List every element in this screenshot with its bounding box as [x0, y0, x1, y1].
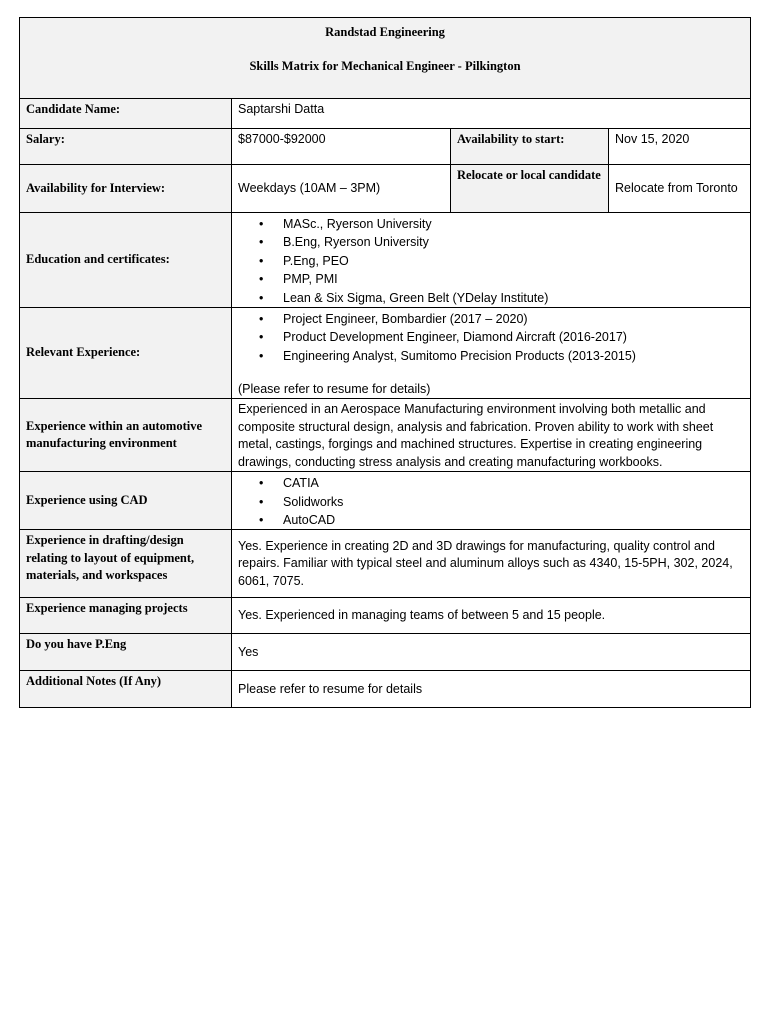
automotive-row	[20, 399, 751, 472]
interview-row	[20, 165, 751, 213]
education-label: Education and certificates:	[20, 213, 232, 308]
peng-value: Yes	[232, 634, 751, 671]
drafting-experience-value: Yes. Experience in creating 2D and 3D drawings for manufacturing, quality control and repairs. Familiar with typical steel and aluminum alloys such as 4340, 15-5PH, 302, 2024, 6061, 7075.	[232, 530, 751, 598]
relevant-experience-label: Relevant Experience:	[20, 308, 232, 399]
experience-list	[238, 310, 744, 365]
peng-row	[20, 634, 751, 671]
list-item: • Product Development Engineer, Diamond Aircraft (2016-2017)	[238, 328, 744, 346]
header-row	[20, 18, 751, 99]
relocate-value: Relocate from Toronto	[609, 165, 751, 213]
salary-value: $87000-$92000	[232, 129, 451, 165]
list-item: • Solidworks	[238, 493, 744, 511]
availability-start-label: Availability to start:	[451, 129, 609, 165]
drafting-experience-label: Experience in drafting/design relating to layout of equipment, materials, and workspaces	[20, 530, 232, 598]
candidate-row	[20, 99, 751, 129]
relevant-experience-value	[232, 308, 751, 399]
list-item: • PMP, PMI	[238, 270, 744, 288]
list-item: • MASc., Ryerson University	[238, 215, 744, 233]
additional-notes-value: Please refer to resume for details	[232, 671, 751, 708]
experience-note: (Please refer to resume for details)	[238, 382, 431, 397]
managing-experience-value: Yes. Experienced in managing teams of between 5 and 15 people.	[232, 598, 751, 634]
automotive-experience-label: Experience within an automotive manufacturing environment	[20, 399, 232, 472]
cad-experience-value	[232, 472, 751, 530]
experience-row	[20, 308, 751, 399]
education-list	[238, 215, 744, 307]
drafting-row	[20, 530, 751, 598]
cad-list	[238, 474, 744, 529]
salary-row	[20, 129, 751, 165]
cad-row	[20, 472, 751, 530]
list-item: • B.Eng, Ryerson University	[238, 233, 744, 251]
list-item: • CATIA	[238, 474, 744, 492]
list-item: • Project Engineer, Bombardier (2017 – 2020)	[238, 310, 744, 328]
peng-label: Do you have P.Eng	[20, 634, 232, 671]
list-item: • Lean & Six Sigma, Green Belt (YDelay Institute)	[238, 289, 744, 307]
header-cell	[20, 18, 751, 99]
interview-availability-label: Availability for Interview:	[20, 165, 232, 213]
candidate-name-label: Candidate Name:	[20, 99, 232, 129]
document-title: Skills Matrix for Mechanical Engineer - Pilkington	[249, 58, 521, 73]
managing-row	[20, 598, 751, 634]
company-name: Randstad Engineering	[325, 25, 445, 39]
managing-experience-label: Experience managing projects	[20, 598, 232, 634]
additional-notes-label: Additional Notes (If Any)	[20, 671, 232, 708]
education-row	[20, 213, 751, 308]
list-item: • Engineering Analyst, Sumitomo Precision Products (2013-2015)	[238, 347, 744, 365]
list-item: • P.Eng, PEO	[238, 252, 744, 270]
candidate-name-value: Saptarshi Datta	[232, 99, 751, 129]
automotive-experience-value: Experienced in an Aerospace Manufacturing environment involving both metallic and composite structural design, analysis and fabrication. Proven ability to work with sheet metal, castings, forgings and machined structures. Expertise in creating engineering drawings, conducting stress analysis and creating manufacturing workbooks.	[232, 399, 751, 472]
list-item: • AutoCAD	[238, 511, 744, 529]
availability-start-value: Nov 15, 2020	[609, 129, 751, 165]
cad-experience-label: Experience using CAD	[20, 472, 232, 530]
skills-matrix-table	[19, 17, 751, 708]
interview-availability-value: Weekdays (10AM – 3PM)	[232, 165, 451, 213]
notes-row	[20, 671, 751, 708]
salary-label: Salary:	[20, 129, 232, 165]
relocate-label: Relocate or local candidate	[451, 165, 609, 213]
education-value	[232, 213, 751, 308]
